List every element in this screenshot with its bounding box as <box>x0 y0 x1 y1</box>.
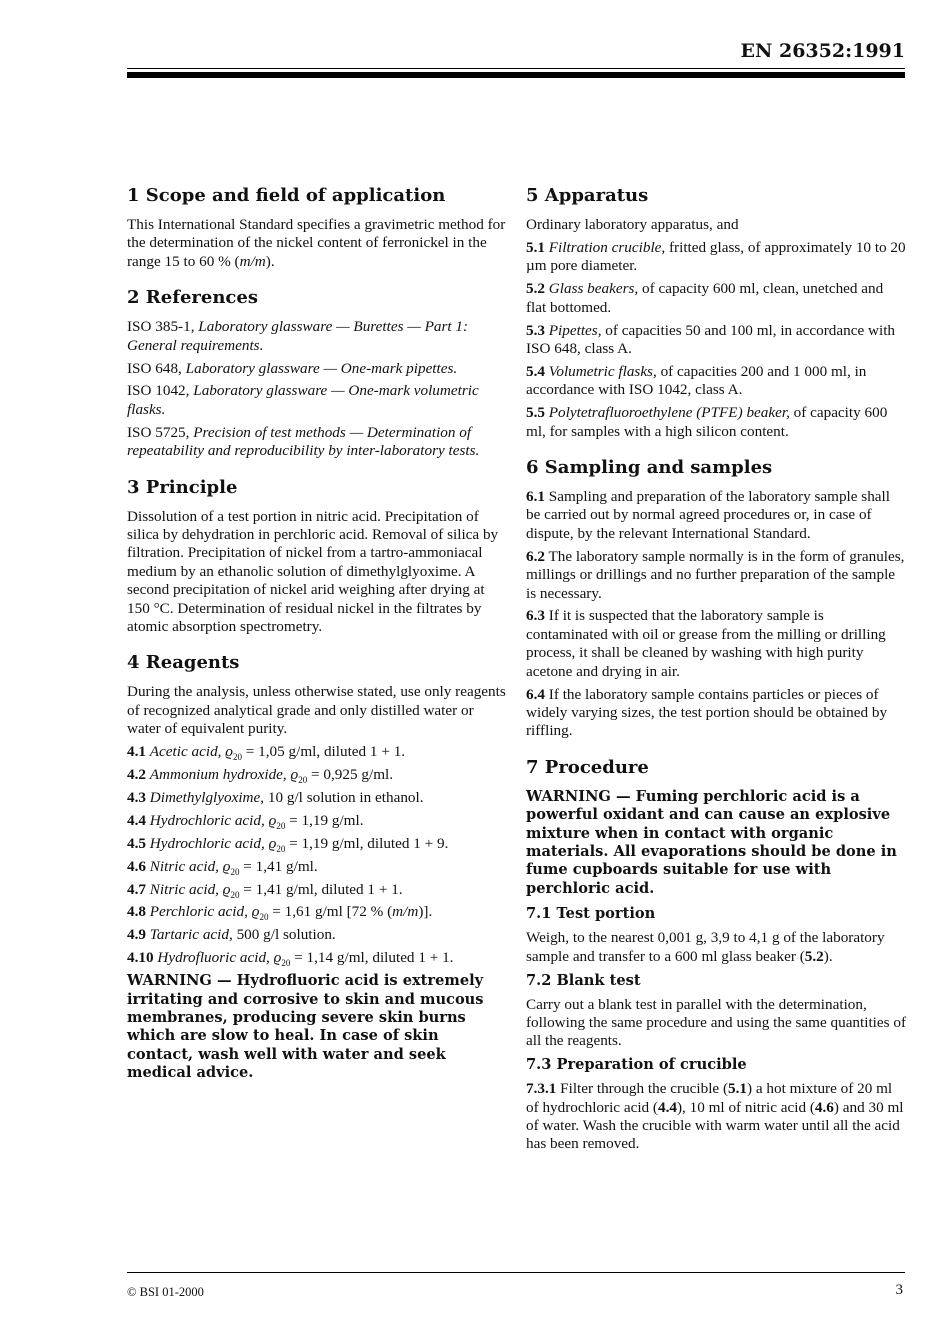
footer-rule <box>127 1272 905 1273</box>
header-rule-thick <box>127 72 905 78</box>
sampling-item: 6.4 If the laboratory sample contains particles or pieces of widely varying sizes, the test portion should be obtained by riffling. <box>526 685 888 740</box>
page-number: 3 <box>895 1282 903 1298</box>
reference-item: ISO 648, Laboratory glassware — One-mark pipettes. <box>127 359 458 377</box>
subsection-7-2-title: 7.2 Blank test <box>526 971 641 989</box>
sampling-item: 6.1 Sampling and preparation of the laboratory sample shall be carried out by normal agreed procedures or, in case of dispute, by the relevant International Standard. <box>526 487 890 542</box>
subsection-7-1-title: 7.1 Test portion <box>526 905 656 923</box>
hydrofluoric-warning: WARNING — Hydrofluoric acid is extremely irritating and corrosive to skin and mucous membranes, producing severe skin burns which are slow to heal. In case of skin contact, wash well with water and seek medical advice. <box>127 972 484 1082</box>
paragraph-7-3-1: 7.3.1 Filter through the crucible (5.1) a hot mixture of 20 ml of hydrochloric acid (4.4), 10 ml of nitric acid (4.6) and 30 ml of water. Wash the crucible with warm water until all the acid has been removed. <box>526 1080 904 1153</box>
header-rule-thin <box>127 68 905 69</box>
sampling-item: 6.2 The laboratory sample normally is in the form of granules, millings or drillings and no further preparation of the sample is necessary. <box>526 547 905 602</box>
apparatus-item: 5.2 Glass beakers, of capacity 600 ml, clean, unetched and flat bottomed. <box>526 280 884 316</box>
apparatus-item: 5.5 Polytetrafluoroethylene (PTFE) beaker, of capacity 600 ml, for samples with a high silicon content. <box>526 404 888 440</box>
reference-item: ISO 1042, Laboratory glassware — One-mark volumetric flasks. <box>127 382 479 418</box>
right-column <box>526 184 906 1158</box>
reagent-item: 4.9 Tartaric acid, 500 g/l solution. <box>127 926 336 944</box>
reagent-item: 4.2 Ammonium hydroxide, $ϱ_{20} = 0,925$ g/ml. <box>127 766 394 786</box>
reference-item: ISO 385-1, Laboratory glassware — Burettes — Part 1: General requirements. <box>127 318 469 354</box>
section-5-title: 5 Apparatus <box>526 185 649 206</box>
reagent-item: 4.8 Perchloric acid, $ϱ_{20} = 1,61$ g/ml [72 % (m/m)]. <box>127 903 433 923</box>
section-3-text: Dissolution of a test portion in nitric acid. Precipitation of silica by dehydration in perchloric acid. Removal of silica by filtration. Precipitation of nickel from a tartro-ammoniacal medium by an ethanolic solution of dimethylglyoxime. A second precipitation of nickel arid weighing after drying at 150 °C. Determination of residual nickel in the filtrates by atomic absorption spectrometry. <box>127 507 499 635</box>
apparatus-item: 5.3 Pipettes, of capacities 50 and 100 ml, in accordance with ISO 648, class A. <box>526 321 896 357</box>
apparatus-item: 5.4 Volumetric flasks, of capacities 200 and 1 000 ml, in accordance with ISO 1042, class A. <box>526 362 867 399</box>
reference-item: ISO 5725, Precision of test methods — Determination of repeatability and reproducibility by inter-laboratory tests. <box>127 423 480 460</box>
section-4-title: 4 Reagents <box>127 652 240 674</box>
reagent-item: 4.10 Hydrofluoric acid, $ϱ_{20} = 1,14$ g/ml, diluted 1 + 1. <box>127 949 454 969</box>
apparatus-item: 5.1 Filtration crucible, fritted glass, of approximately 10 to 20 µm pore diameter. <box>526 238 906 275</box>
subsection-7-3-title: 7.3 Preparation of crucible <box>526 1056 747 1074</box>
section-1-title: 1 Scope and field of application <box>127 185 446 206</box>
reagent-item: 4.3 Dimethylglyoxime, 10 g/l solution in ethanol. <box>127 788 424 806</box>
reagent-item: 4.5 Hydrochloric acid, $ϱ_{20} = 1,19$ g/ml, diluted 1 + 9. <box>127 834 449 854</box>
left-column <box>127 184 508 1089</box>
subsection-7-2-text: Carry out a blank test in parallel with the determination, following the same procedure and using the same quantities of all the reagents. <box>526 995 907 1050</box>
reagent-item: 4.1 Acetic acid, $ϱ_{20} = 1,05$ g/ml, diluted 1 + 1. <box>127 743 406 763</box>
sampling-item: 6.3 If it is suspected that the laboratory sample is contaminated with oil or grease from the milling or drilling process, it shall be cleaned by washing with high purity acetone and drying in air. <box>526 607 886 680</box>
reagent-item: 4.4 Hydrochloric acid, $ϱ_{20} = 1,19$ g/ml. <box>127 811 364 831</box>
section-6-title: 6 Sampling and samples <box>526 456 773 478</box>
section-4-intro: During the analysis, unless otherwise stated, use only reagents of recognized analytical grade and only distilled water or water of equivalent purity. <box>127 683 506 738</box>
section-1-text: This International Standard specifies a gravimetric method for the determination of the nickel content of ferronickel in the range 15 to 60 % (m/m). <box>127 216 506 270</box>
reagent-item: 4.6 Nitric acid, $ϱ_{20} = 1,41$ g/ml. <box>127 857 318 877</box>
document-id: EN 26352:1991 <box>740 40 905 62</box>
reagent-item: 4.7 Nitric acid, $ϱ_{20} = 1,41$ g/ml, diluted 1 + 1. <box>127 880 403 900</box>
section-3-title: 3 Principle <box>127 476 238 498</box>
section-5-intro: Ordinary laboratory apparatus, and <box>526 216 739 233</box>
section-7-title: 7 Procedure <box>526 756 649 778</box>
subsection-7-1-text: Weigh, to the nearest 0,001 g, 3,9 to 4,1 g of the laboratory sample and transfer to a 600 ml glass beaker (5.2). <box>526 929 885 965</box>
copyright-notice: © BSI 01-2000 <box>127 1285 204 1299</box>
section-2-title: 2 References <box>127 287 258 309</box>
perchloric-warning: WARNING — Fuming perchloric acid is a powerful oxidant and can cause an explosive mixture when in contact with organic materials. All evaporations should be done in fume cupboards suitable for use with perchloric acid. <box>526 787 897 897</box>
